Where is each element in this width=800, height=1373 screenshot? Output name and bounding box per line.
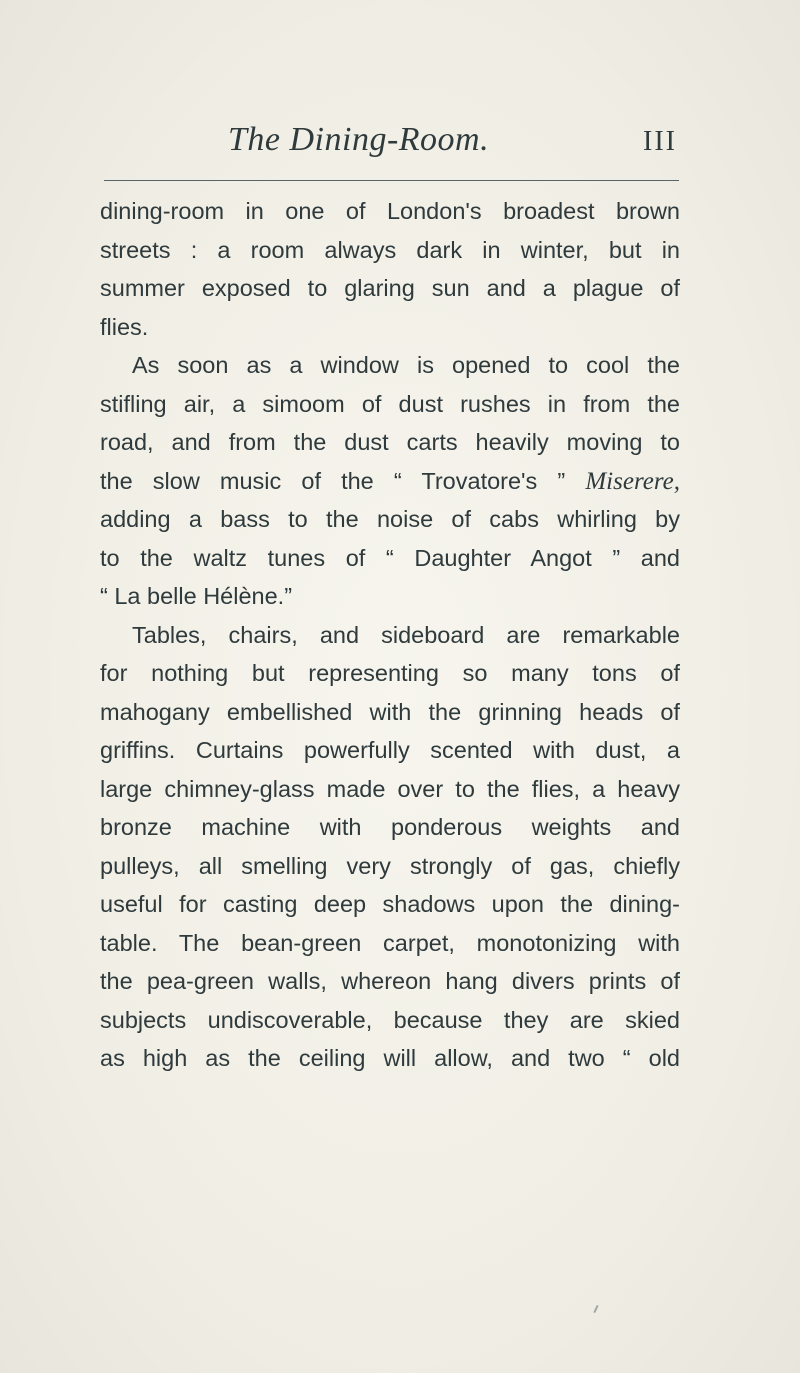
text-line: streets : a room always dark in winter, but in: [100, 236, 680, 263]
text-line: adding a bass to the noise of cabs whirling by: [100, 506, 680, 532]
text-line: for nothing but representing so many tons of: [100, 660, 680, 686]
body-text: [100, 192, 680, 1078]
text-line: the pea-green walls, whereon hang divers prints of: [100, 968, 680, 994]
text-line: dining-room in one of London's broadest brown: [100, 198, 680, 224]
text-fragment: the slow music of the “ Trovatore's ”: [100, 467, 586, 494]
text-line: subjects undiscoverable, because they are skied: [100, 1006, 680, 1033]
text-line: large chimney-glass made over to the flies, a heavy: [100, 775, 680, 802]
page-number: III: [643, 126, 677, 157]
text-line: flies.: [100, 313, 149, 340]
header-rule: [104, 180, 679, 181]
text-line: griffins. Curtains powerfully scented with dust, a: [100, 737, 680, 763]
running-title: The Dining-Room.: [228, 121, 490, 158]
text-line: road, and from the dust carts heavily moving to: [100, 429, 680, 455]
text-line: “ La belle Hélène.”: [100, 583, 293, 609]
text-line: mahogany embellished with the grinning heads of: [100, 698, 680, 725]
text-line: summer exposed to glaring sun and a plague of: [100, 275, 680, 301]
text-line: as high as the ceiling will allow, and two “ old: [100, 1045, 680, 1071]
text-line: pulleys, all smelling very strongly of gas, chiefly: [100, 852, 680, 879]
page-header: [102, 118, 677, 166]
text-line: Tables, chairs, and sideboard are remarkable: [132, 621, 680, 648]
text-line: useful for casting deep shadows upon the dining-: [100, 891, 680, 917]
text-line-with-italic: [100, 462, 680, 501]
italic-title: Miserere,: [585, 467, 680, 495]
text-line: to the waltz tunes of “ Daughter Angot ” and: [100, 544, 680, 571]
text-line: stifling air, a simoom of dust rushes in from the: [100, 390, 680, 417]
text-line: As soon as a window is opened to cool the: [132, 352, 680, 378]
text-line: bronze machine with ponderous weights and: [100, 814, 680, 840]
page-mark: [593, 1305, 598, 1313]
text-line: table. The bean-green carpet, monotonizing with: [100, 929, 680, 956]
